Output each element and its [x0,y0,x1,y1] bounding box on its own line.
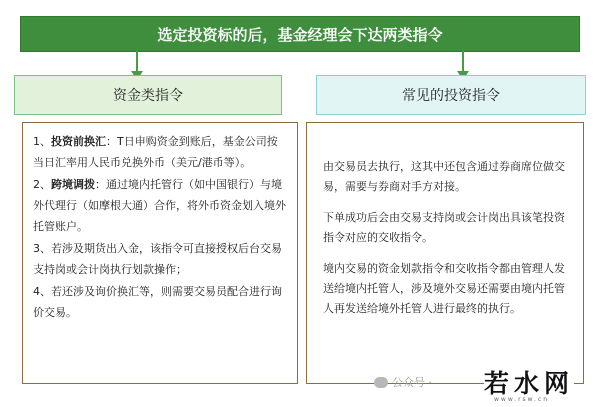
brand-watermark: 若水网 [484,364,574,400]
item-number: 3、 [33,242,51,255]
top-banner: 选定投资标的后，基金经理会下达两类指令 [20,16,580,52]
wechat-icon [374,377,388,388]
investment-paragraph-3: 境内交易的资金划款指令和交收指令都由管理人发送给境内托管人，涉及境外交易还需要由境内托管人再发送给境外托管人进行最终的执行。 [323,262,565,315]
item-number: 2、 [33,178,51,191]
item-number: 1、 [33,135,51,148]
investment-paragraph-1: 由交易员去执行，这其中还包含通过券商席位做交易，需要与券商对手方对接。 [323,160,565,193]
wechat-watermark [374,374,432,390]
item-sep: ： [95,178,106,191]
item-title: 投资前换汇 [51,135,106,148]
investment-instruction-header: 常见的投资指令 [316,75,586,115]
fund-item-1 [33,131,287,173]
item-text: 若还涉及询价换汇等，则需要交易员配合进行询价交易。 [33,285,282,319]
item-sep: ： [106,135,117,148]
item-text: 若涉及期货出入金，该指令可直接授权后台交易支持岗或会计岗执行划款操作； [33,242,282,276]
investment-paragraph-2: 下单成功后会由交易支持岗或会计岗出具该笔投资指令对应的交收指令。 [323,211,565,244]
wechat-watermark-text: 公众号 · [392,376,432,389]
arrow-down-left [136,51,138,72]
item-text: T日申购资金到账后，基金公司按当日汇率用人民币兑换外币（美元/港币等）。 [33,135,278,169]
fund-instruction-box [22,122,298,384]
item-number: 4、 [33,285,51,298]
brand-watermark-sub: www.rsw.cn [494,396,550,403]
item-title: 跨境调拨 [51,178,95,191]
item-text: 通过境内托管行（如中国银行）与境外代理行（如摩根大通）合作，将外币资金划入境外托管账户。 [33,178,286,233]
arrow-down-right [462,51,464,72]
fund-item-2 [33,174,287,237]
investment-instruction-box [306,122,584,384]
fund-item-4 [33,281,287,323]
fund-item-3 [33,238,287,280]
fund-instruction-header: 资金类指令 [14,75,282,115]
